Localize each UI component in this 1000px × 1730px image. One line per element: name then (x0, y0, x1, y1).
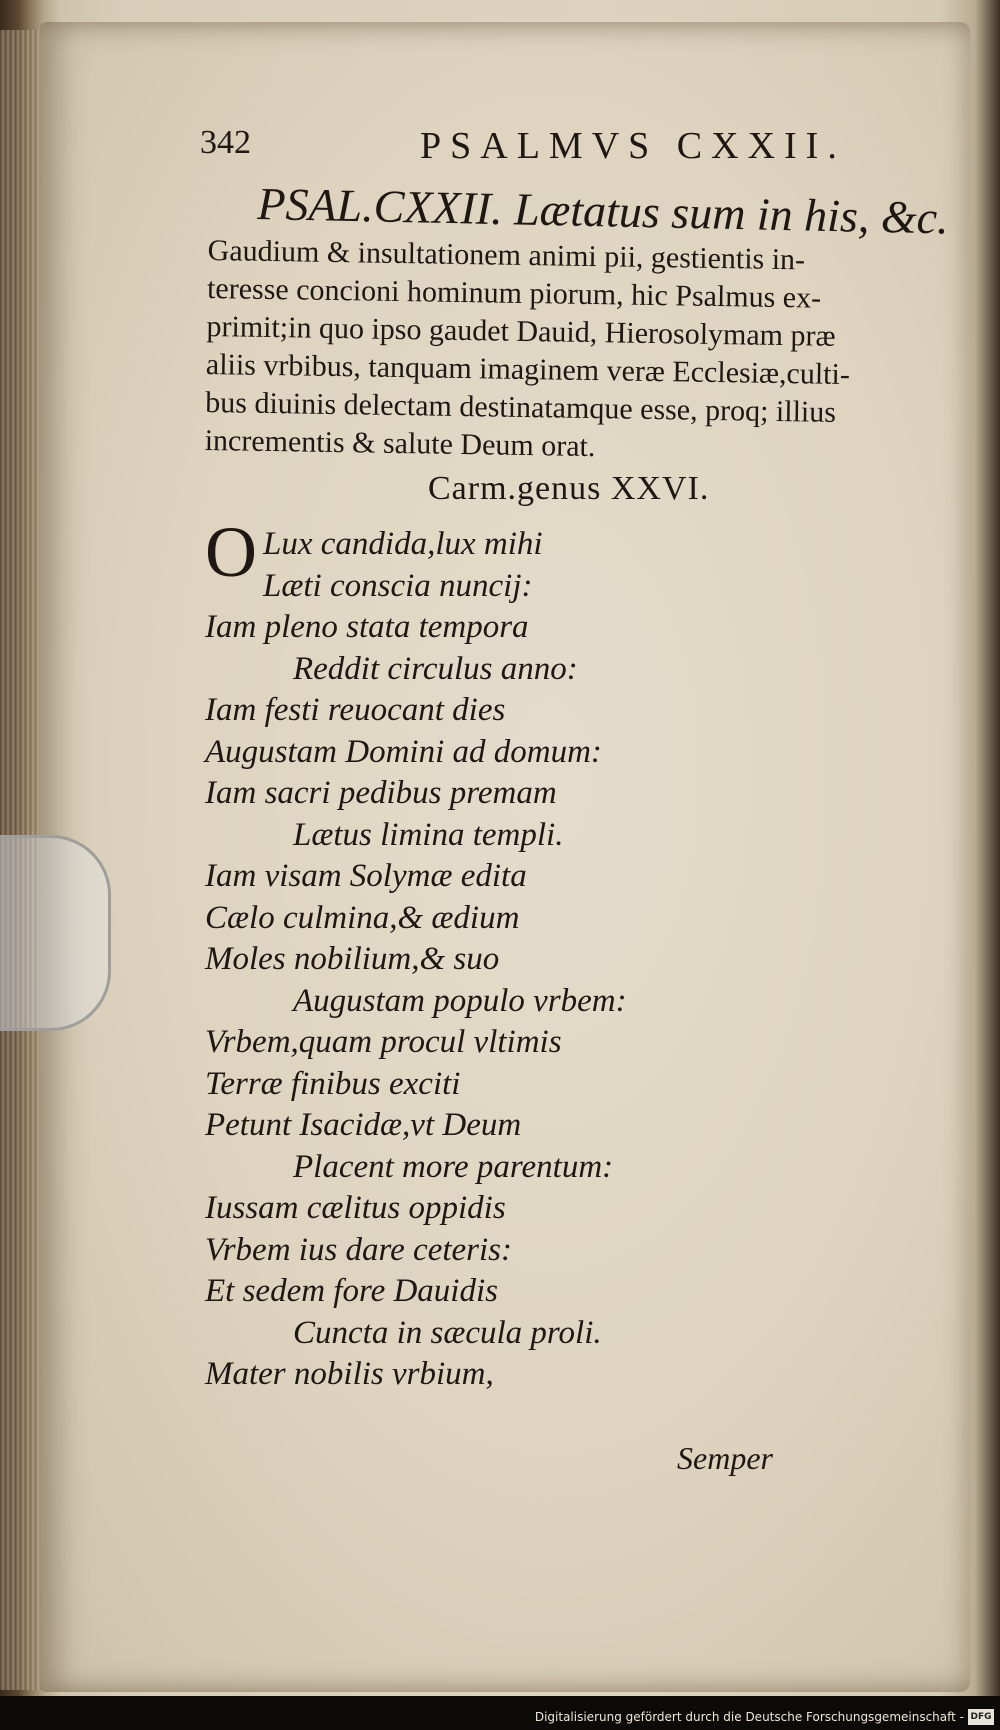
argument-line: primit;in quo ipso gaudet Dauid, Hierosolymam præ (206, 309, 836, 353)
argument-line: Gaudium & insultationem animi pii, gestientis in- (207, 233, 806, 277)
meter-heading: Carm.genus XXVI. (428, 470, 710, 507)
catchword: Semper (677, 1440, 773, 1476)
verse-line: Vrbem ius dare ceteris: (205, 1231, 513, 1268)
page-clip (0, 835, 111, 1031)
page-number: 342 (200, 124, 251, 161)
verse-line: Iam visam Solymæ edita (205, 858, 527, 894)
poem (205, 512, 627, 1396)
verse-line: Cælo culmina,& ædium (205, 899, 520, 936)
argument-line: aliis vrbibus, tanquam imaginem veræ Ecclesiæ,culti- (205, 347, 851, 392)
verse-line: Augustam Domini ad domum: (205, 733, 602, 770)
argument-paragraph (204, 232, 967, 472)
verse-line: Iam pleno stata tempora (205, 609, 529, 645)
verse-line: Et sedem fore Dauidis (205, 1273, 498, 1309)
verse-line: Placent more parentum: (293, 1148, 614, 1185)
argument-line: teresse concioni hominum piorum, hic Psalmus ex- (206, 271, 822, 315)
verse-line: Petunt Isacidæ,vt Deum (205, 1107, 522, 1143)
verse-line: Iam sacri pedibus premam (205, 775, 557, 811)
verse-line: Moles nobilium,& suo (205, 941, 500, 977)
dfg-logo: DFG (968, 1709, 994, 1725)
verse-line: Læti conscia nuncij: (263, 567, 533, 604)
verse-line: Mater nobilis vrbium, (205, 1356, 494, 1392)
verse-line: Lætus limina templi. (293, 816, 564, 853)
argument-line: incrementis & salute Deum orat. (204, 423, 596, 464)
verse-line: Lux candida,lux mihi (263, 526, 543, 562)
verse-line: Reddit circulus anno: (293, 650, 578, 687)
running-head: PSALMVS CXXII. (420, 125, 846, 167)
verse-line: Vrbem,quam procul vltimis (205, 1024, 562, 1060)
footer-credit: Digitalisierung gefördert durch die Deutsche Forschungsgemeinschaft - (534, 1710, 964, 1724)
argument-line: bus diuinis delectam destinatamque esse, proq; illius (205, 385, 837, 429)
verse-line: Cuncta in sæcula proli. (293, 1314, 602, 1351)
drop-capital: O (205, 512, 257, 592)
psalm-title: PSAL.CXXII. Lætatus sum in his, &c. (256, 177, 950, 244)
verse-line: Iam festi reuocant dies (205, 692, 506, 728)
verse-line: Augustam populo vrbem: (293, 982, 627, 1019)
verse-line: Iussam cælitus oppidis (205, 1190, 506, 1226)
verse-line: Terræ finibus exciti (205, 1065, 461, 1102)
